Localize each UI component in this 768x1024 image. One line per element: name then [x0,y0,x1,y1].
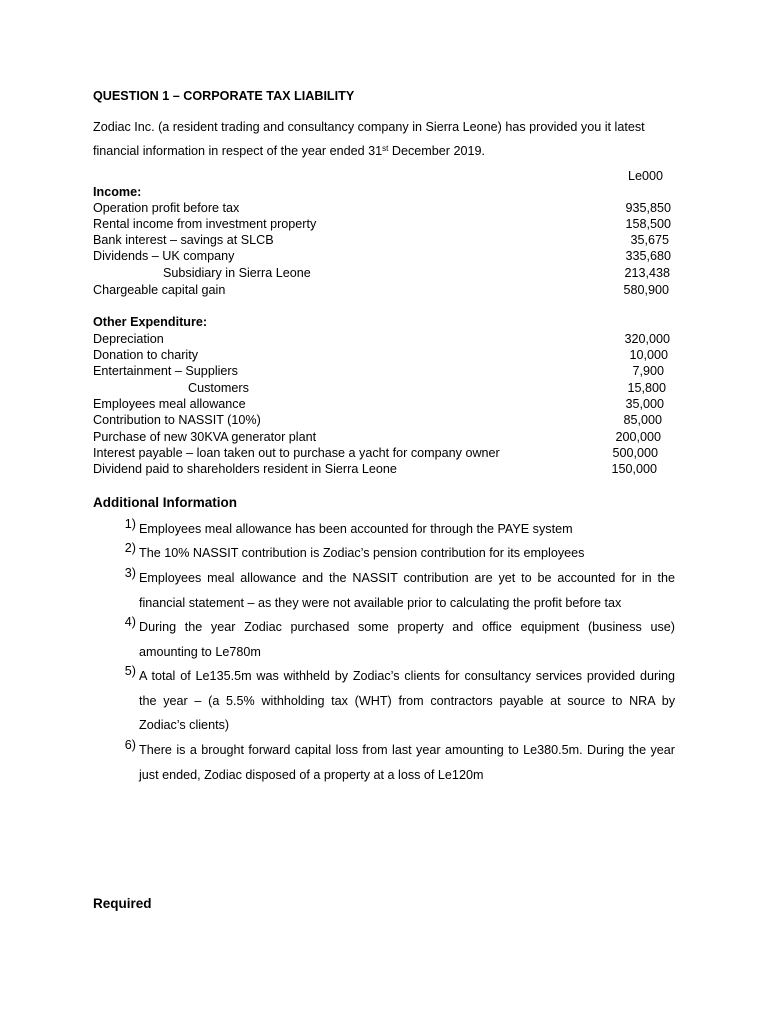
list-item-number: 5) [124,664,136,678]
income-heading: Income: [93,185,142,199]
income-label: Subsidiary in Sierra Leone [163,266,311,280]
expenditure-label: Employees meal allowance [93,397,246,411]
income-value: 935,850 [625,201,671,215]
intro-text-end: December 2019. [388,144,485,158]
ordinal-suffix: st [382,144,389,153]
expenditure-label: Dividend paid to shareholders resident in Sierra Leone [93,462,397,476]
income-label: Dividends – UK company [93,249,235,263]
expenditure-label: Depreciation [93,332,164,346]
income-value: 35,675 [630,233,669,247]
additional-info-heading: Additional Information [93,495,237,510]
list-item-number: 2) [124,541,136,555]
expenditure-label: Contribution to NASSIT (10%) [93,413,261,427]
intro-paragraph [93,115,673,163]
list-item-text: A total of Le135.5m was withheld by Zodiac’s clients for consultancy services provided during the year – (a 5.5% withholding tax (WHT) from contractors payable at source to NRA by Zodiac’s clients) [139,669,675,732]
list-item-text: Employees meal allowance and the NASSIT contribution are yet to be accounted for in the financial statement – as they were not available prior to calculating the profit before tax [139,571,675,610]
list-item-text: During the year Zodiac purchased some property and office equipment (business use) amounting to Le780m [139,620,675,659]
expenditure-value: 15,800 [627,381,666,395]
expenditure-value: 7,900 [632,364,664,378]
expenditure-label: Entertainment – Suppliers [93,364,238,378]
expenditure-value: 500,000 [612,446,658,460]
currency-header: Le000 [628,169,664,183]
expenditure-heading: Other Expenditure: [93,315,208,329]
expenditure-value: 320,000 [624,332,670,346]
expenditure-label: Purchase of new 30KVA generator plant [93,430,317,444]
income-label: Operation profit before tax [93,201,240,215]
expenditure-label: Donation to charity [93,348,199,362]
expenditure-label: Interest payable – loan taken out to purchase a yacht for company owner [93,446,500,460]
income-value: 580,900 [623,283,669,297]
income-value: 335,680 [625,249,671,263]
expenditure-value: 10,000 [629,348,668,362]
expenditure-value: 150,000 [611,462,657,476]
expenditure-label: Customers [188,381,249,395]
list-item-text: The 10% NASSIT contribution is Zodiac’s pension contribution for its employees [139,546,585,560]
income-label: Chargeable capital gain [93,283,226,297]
required-heading: Required [93,896,152,911]
expenditure-value: 200,000 [615,430,661,444]
list-item-number: 4) [124,615,136,629]
question-title: QUESTION 1 – CORPORATE TAX LIABILITY [93,89,355,103]
income-value: 158,500 [625,217,671,231]
income-label: Bank interest – savings at SLCB [93,233,274,247]
list-item-text: There is a brought forward capital loss from last year amounting to Le380.5m. During the year just ended, Zodiac disposed of a property at a loss of Le120m [139,743,675,782]
expenditure-value: 35,000 [625,397,664,411]
list-item-text: Employees meal allowance has been accounted for through the PAYE system [139,522,573,536]
income-value: 213,438 [624,266,670,280]
intro-text: Zodiac Inc. (a resident trading and consultancy company in Sierra Leone) has provided you it latest financial information in respect of the year ended 31 [93,120,645,158]
income-label: Rental income from investment property [93,217,317,231]
expenditure-value: 85,000 [623,413,662,427]
list-item-number: 1) [124,517,136,531]
list-item-number: 6) [124,738,136,752]
list-item-number: 3) [124,566,136,580]
